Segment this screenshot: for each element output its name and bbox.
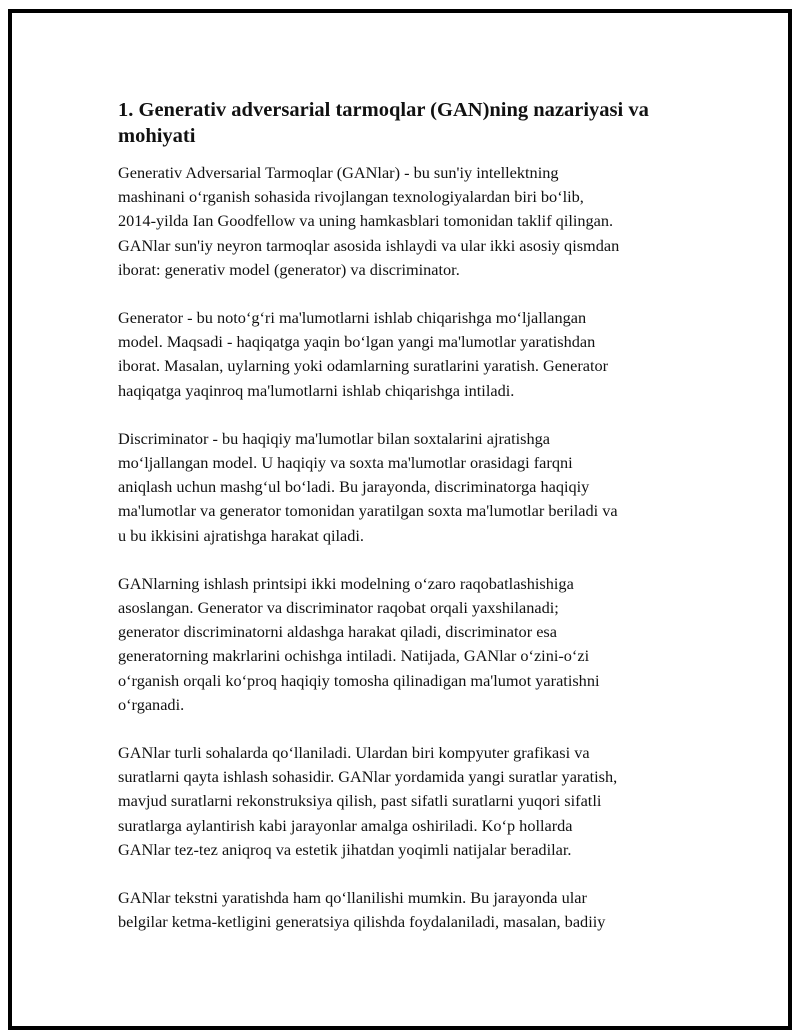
text-line: oʻrganadi.	[118, 694, 185, 714]
text-line: moʻljallangan model. U haqiqiy va soxta ma'lumotlar orasidagi farqni	[118, 453, 573, 473]
text-line: iborat. Masalan, uylarning yoki odamlarning suratlarini yaratish. Generator	[118, 356, 609, 376]
text-line: generator discriminatorni aldashga harakat qiladi, discriminator esa	[118, 622, 557, 642]
paragraph-principle	[118, 572, 698, 717]
paragraph-discriminator	[118, 427, 698, 548]
text-line: model. Maqsadi - haqiqatga yaqin boʻlgan yangi ma'lumotlar yaratishdan	[118, 332, 596, 352]
text-line: asoslangan. Generator va discriminator raqobat orqali yaxshilanadi;	[118, 598, 559, 618]
document-page	[8, 9, 792, 1030]
paragraph-applications	[118, 741, 698, 862]
document-body	[118, 97, 698, 958]
text-line: Generator - bu notoʻgʻri ma'lumotlarni ishlab chiqarishga moʻljallangan	[118, 308, 587, 328]
heading-line: 1. Generativ adversarial tarmoqlar (GAN)ning nazariyasi va	[118, 99, 649, 121]
text-line: oʻrganish orqali koʻproq haqiqiy tomosha qilinadigan ma'lumot yaratishni	[118, 670, 600, 690]
text-line: u bu ikkisini ajratishga harakat qiladi.	[118, 525, 364, 545]
text-line: GANlarning ishlash printsipi ikki modelning oʻzaro raqobatlashishiga	[118, 573, 574, 593]
text-line: Discriminator - bu haqiqiy ma'lumotlar bilan soxtalarini ajratishga	[118, 428, 551, 448]
text-line: GANlar tekstni yaratishda ham qoʻllanilishi mumkin. Bu jarayonda ular	[118, 888, 587, 908]
text-line: belgilar ketma-ketligini generatsiya qilishda foydalaniladi, masalan, badiiy	[118, 912, 606, 932]
paragraph-text-generation	[118, 886, 698, 934]
section-heading	[118, 97, 698, 149]
text-line: GANlar sun'iy neyron tarmoqlar asosida ishlaydi va ular ikki asosiy qismdan	[118, 235, 620, 255]
text-line: haqiqatga yaqinroq ma'lumotlarni ishlab chiqarishga intiladi.	[118, 380, 515, 400]
text-line: GANlar turli sohalarda qoʻllaniladi. Ulardan biri kompyuter grafikasi va	[118, 743, 590, 763]
heading-line: mohiyati	[118, 125, 196, 147]
text-line: Generativ Adversarial Tarmoqlar (GANlar) - bu sun'iy intellektning	[118, 163, 559, 182]
text-line: GANlar tez-tez aniqroq va estetik jihatdan yoqimli natijalar beradilar.	[118, 839, 572, 859]
text-line: generatorning makrlarini ochishga intiladi. Natijada, GANlar oʻzini-oʻzi	[118, 646, 590, 666]
text-line: suratlarni qayta ishlash sohasidir. GANlar yordamida yangi suratlar yaratish,	[118, 767, 618, 787]
text-line: ma'lumotlar va generator tomonidan yaratilgan soxta ma'lumotlar beriladi va	[118, 501, 618, 521]
text-line: 2014-yilda Ian Goodfellow va uning hamkasblari tomonidan taklif qilingan.	[118, 211, 614, 231]
text-line: suratlarga aylantirish kabi jarayonlar amalga oshiriladi. Koʻp hollarda	[118, 815, 573, 835]
text-line: iborat: generativ model (generator) va discriminator.	[118, 259, 460, 279]
text-line: mashinani oʻrganish sohasida rivojlangan texnologiyalardan biri boʻlib,	[118, 187, 584, 207]
text-line: aniqlash uchun mashgʻul boʻladi. Bu jarayonda, discriminatorga haqiqiy	[118, 477, 590, 497]
paragraph-intro	[118, 161, 698, 282]
text-line: mavjud suratlarni rekonstruksiya qilish, past sifatli suratlarni yuqori sifatli	[118, 791, 602, 811]
paragraph-generator	[118, 306, 698, 403]
